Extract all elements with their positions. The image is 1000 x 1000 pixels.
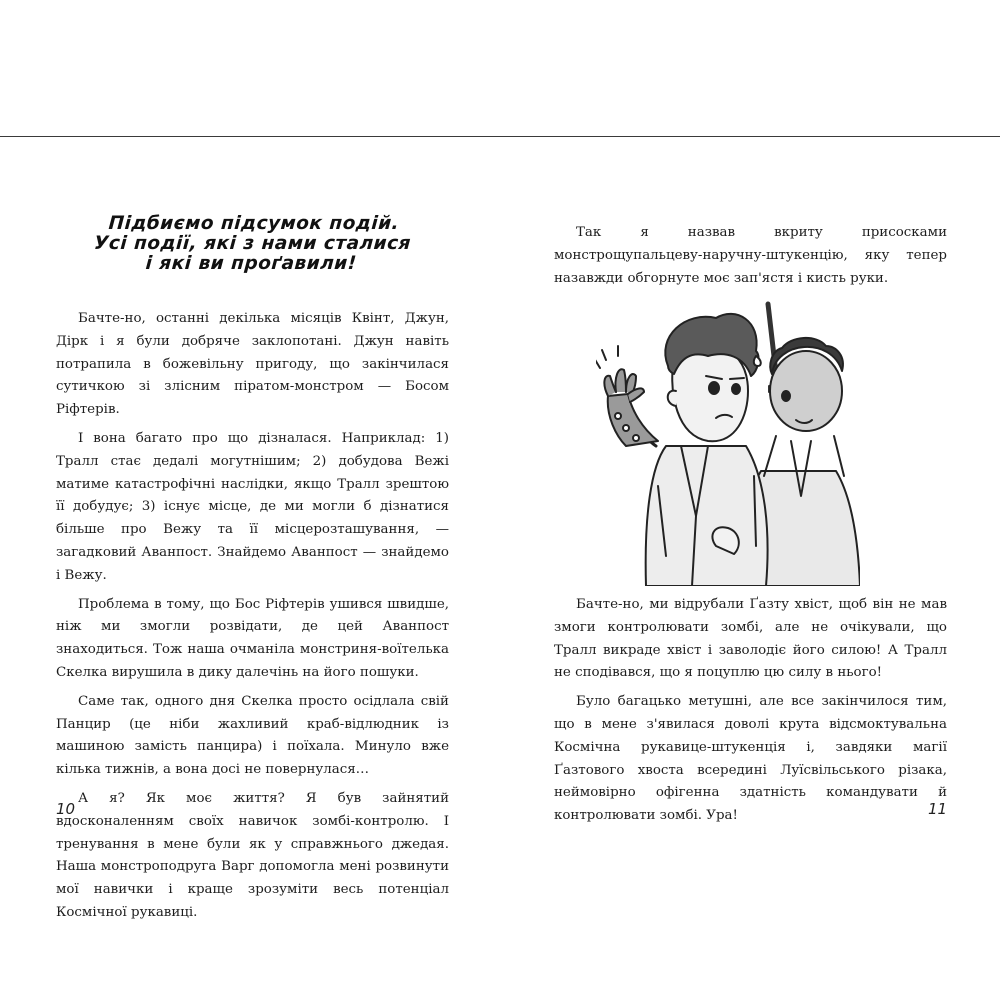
paragraph: Так я назвав вкриту присосками монстрощупальцеву-наручну-штукенцію, яку тепер назавжди обгорнуте моє зап'ястя і кисть руки. [554, 225, 947, 286]
paragraph: А я? Як моє життя? Я був зайнятий вдосконаленням своїх навичок зомбі-контролю. І тренування в мене були як у справжнього джедая. Наша монстроподруга Варг допомогла мені розвинути мої навички і краще зрозуміти весь потенціал Космічної рукавиці. [56, 790, 449, 920]
left-page [56, 200, 449, 931]
heading-line-2: Усі події, які з нами сталися [93, 233, 412, 254]
heading-line-1: Підбиємо підсумок подій. [107, 213, 400, 234]
paragraph: Було багацько метушні, але все закінчилося тим, що в мене з'явилася доволі крута відсмоктувальна Космічна рукавице-штукенція і, завдяки магії Ґазтового хвоста всередині Луїсвільського різака, неймовірно офігенна здатність командувати й контролювати зомбі. Ура! [554, 694, 947, 824]
paragraph: Бачте-но, ми відрубали Ґазту хвіст, щоб він не мав змоги контролювати зомбі, але не очікували, що Тралл викраде хвіст і заволодіє його силою! А Тралл не сподівався, що я поцуплю цю силу в нього! [554, 597, 947, 681]
paragraph: Бачте-но, останні декілька місяців Квінт, Джун, Дірк і я були добряче заклопотані. Джун навіть потрапила в божевільну пригоду, що закінчилася сутичкою зі злісним піратом-монстром — Босом Ріфтерів. [56, 311, 449, 418]
page-number-right: 11 [928, 800, 948, 818]
heading-line-3: і які ви проґавили! [144, 253, 358, 274]
page-top-rule [0, 136, 1000, 137]
illustration-two-boys [596, 296, 860, 586]
right-page-bottom-text [554, 594, 947, 834]
right-page [554, 222, 947, 296]
paragraph: Проблема в тому, що Бос Ріфтерів ушився швидше, ніж ми змогли розвідати, де цей Аванпост знаходиться. Тож наша очманіла монстриня-воїтелька Скелка вирушила в дику далечінь на його пошуки. [56, 596, 449, 680]
page-number-left: 10 [56, 800, 76, 818]
paragraph: І вона багато про що дізналася. Наприклад: 1) Тралл стає дедалі могутнішим; 2) добудова Вежі матиме катастрофічні наслідки, якщо Тралл зрештою її добудує; 3) існує місце, де ми могли б дізнатися більше про Вежу та її місцерозташування, — загадковий Аванпост. Знайдемо Аванпост — знайдемо і Вежу. [56, 430, 449, 583]
paragraph: Саме так, одного дня Скелка просто осідлала свій Панцир (це ніби жахливий краб-відлюдник із машиною замість панцира) і поїхала. Минуло вже кілька тижнів, а вона досі не повернулася… [56, 693, 449, 778]
chapter-heading [54, 214, 451, 274]
